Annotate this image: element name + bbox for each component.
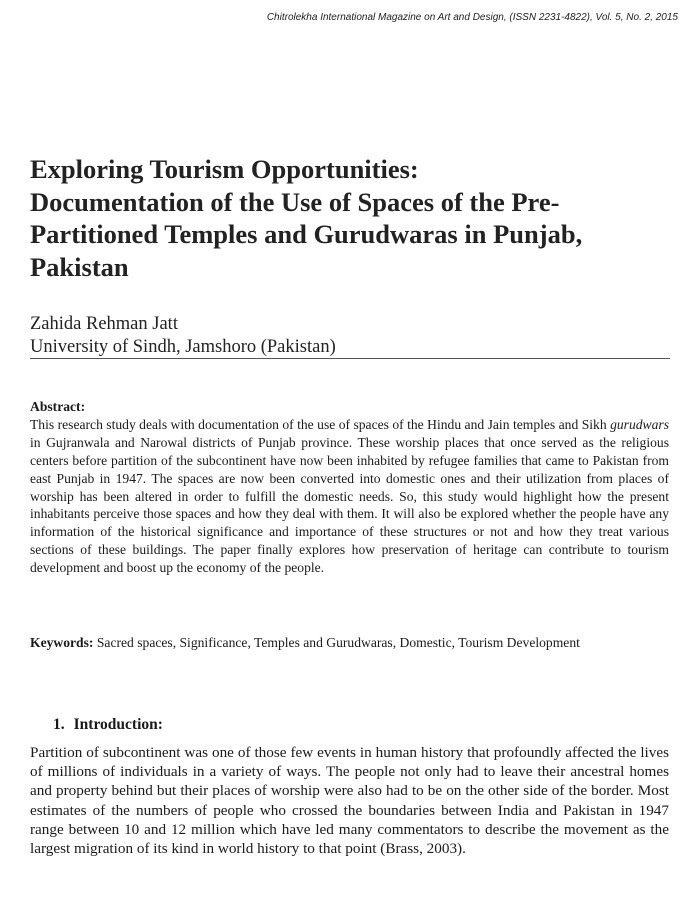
abstract-text-2: in Gujranwala and Narowal districts of Punjab province. These worship places that once served as the religious centers before partition of the subcontinent have now been inhabited by refugee families that came to Pakistan from east Punjab in 1947. The spaces are now been converted into domestic ones and their utilization from places of worship has been altered in order to fulfill the domestic needs. So, this study would highlight how the present inhabitants perceive those spaces and how they deal with them. It will also be explored whether the people have any information of the historical significance and importance of these structures or not and how they treat various sections of these buildings. The paper finally explores how preservation of heritage can contribute to tourism development and boost up the economy of the people. <box>30 434 669 576</box>
title-line-2: Documentation of the Use of Spaces of the Pre- <box>30 186 560 217</box>
introduction-paragraph: Partition of subcontinent was one of those few events in human history that profoundly affected the lives of millions of individuals in a variety of ways. The people not only had to leave their ancestral homes and property behind but their places of worship were also had to be on the other side of the border. Most estimates of the numbers of people who crossed the boundaries between India and Pakistan in 1947 range between 10 and 12 million which have led many commentators to describe the movement as the largest migration of its kind in world history to that point (Brass, 2003). <box>30 744 669 858</box>
keywords <box>30 634 669 652</box>
abstract-text-1: This research study deals with documentation of the use of spaces of the Hindu and Jain temples and Sikh <box>30 416 611 432</box>
author-block <box>30 313 336 359</box>
section-number: 1. <box>53 716 65 733</box>
section-heading-introduction <box>53 716 163 734</box>
abstract <box>30 398 669 577</box>
abstract-italic-term: gurudwars <box>610 416 669 432</box>
title-line-4: Pakistan <box>30 251 129 282</box>
author-affiliation: University of Sindh, Jamshoro (Pakistan) <box>30 337 336 357</box>
abstract-label: Abstract: <box>30 399 86 414</box>
section-title: Introduction: <box>73 716 163 733</box>
running-header: Chitrolekha International Magazine on Art and Design, (ISSN 2231-4822), Vol. 5, No. 2, 2015 <box>266 12 678 23</box>
paper-title <box>30 153 680 283</box>
keywords-text: Sacred spaces, Significance, Temples and Gurudwaras, Domestic, Tourism Development <box>96 635 580 650</box>
author-name: Zahida Rehman Jatt <box>30 314 178 334</box>
title-line-1: Exploring Tourism Opportunities: <box>30 154 419 184</box>
title-line-3: Partitioned Temples and Gurudwaras in Punjab, <box>30 219 583 249</box>
divider-rule <box>30 358 670 359</box>
keywords-label: Keywords: <box>30 635 94 650</box>
